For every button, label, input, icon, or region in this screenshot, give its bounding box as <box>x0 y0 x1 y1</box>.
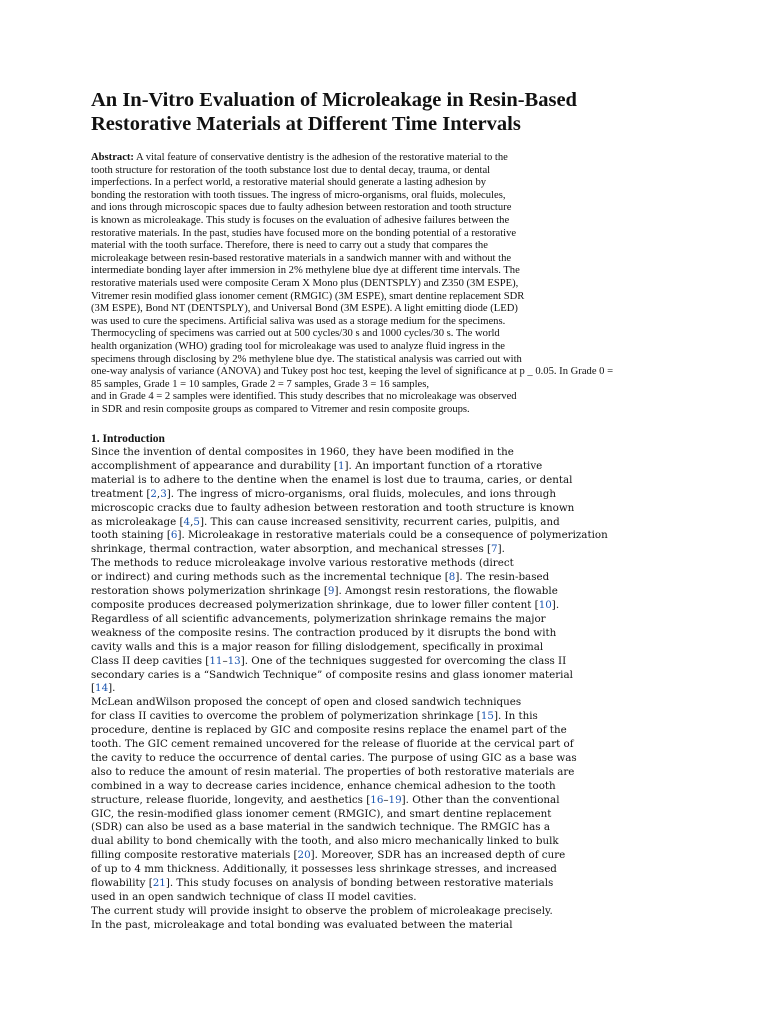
paragraph-line <box>91 696 711 710</box>
text-run: composite produces decreased polymerization shrinkage, due to lower filler content [ <box>91 598 539 611</box>
paragraph-line <box>91 849 711 863</box>
paragraph-line <box>91 585 711 599</box>
abstract-text: specimens through disclosing by 2% methylene blue dye. The statistical analysis was carried out with <box>91 353 522 365</box>
citation-link[interactable]: 14 <box>95 682 109 695</box>
text-run: ]. An important function of a rtorative <box>344 459 543 472</box>
paragraph-line <box>91 738 711 752</box>
abstract-label: Abstract: <box>91 152 134 163</box>
paper-title-line: An In-Vitro Evaluation of Microleakage in Resin-Based <box>91 89 577 111</box>
paragraph-line <box>91 877 711 891</box>
paragraph-line <box>91 669 711 683</box>
citation-link[interactable]: 3 <box>160 487 167 500</box>
abstract-text: material with the tooth surface. Therefore, there is need to carry out a study that compares the <box>91 240 488 252</box>
abstract-line <box>91 228 691 241</box>
paragraph-line <box>91 474 711 488</box>
abstract-text: restorative materials used were composite Ceram X Mono plus (DENTSPLY) and Z350 (3M ESPE), <box>91 277 519 289</box>
text-run: The methods to reduce microleakage involve various restorative methods (direct <box>91 557 514 570</box>
text-run: or indirect) and curing methods such as the incremental technique [ <box>91 571 449 584</box>
abstract-text: (3M ESPE), Bond NT (DENTSPLY), and Universal Bond (3M ESPE). A light emitting diode (LED) <box>91 303 518 315</box>
abstract-line <box>91 366 691 379</box>
section-heading-introduction: 1. Introduction <box>91 433 165 445</box>
paragraph-line <box>91 752 711 766</box>
abstract-text: one-way analysis of variance (ANOVA) and Tukey post hoc test, keeping the level of significance at p _ 0.05. In Grade 0 = <box>91 366 614 378</box>
text-run: tooth staining [ <box>91 529 171 542</box>
text-run: ]. The resin-based <box>455 571 550 584</box>
abstract-line <box>91 278 691 291</box>
abstract-line <box>91 354 691 367</box>
text-run: flowability [ <box>91 877 153 890</box>
text-run: [ <box>91 682 96 695</box>
text-run: Regardless of all scientific advancements, polymerization shrinkage remains the major <box>91 612 546 625</box>
paragraph-line <box>91 682 711 696</box>
text-run: – <box>383 793 389 806</box>
abstract-line <box>91 240 691 253</box>
citation-link[interactable]: 11 <box>209 654 223 667</box>
text-run: structure, release fluoride, longevity, and aesthetics [ <box>91 793 371 806</box>
abstract-text: tooth structure for restoration of the tooth substance lost due to dental decay, trauma, or dental <box>91 164 491 176</box>
text-run: of up to 4 mm thickness. Additionally, it possesses less shrinkage stresses, and increased <box>91 863 557 876</box>
abstract-text: in SDR and resin composite groups as compared to Vitremer and resin composite groups. <box>91 403 470 415</box>
paper-title-line: Restorative Materials at Different Time Intervals <box>91 113 521 135</box>
abstract <box>91 152 691 416</box>
text-run: – <box>222 654 228 667</box>
text-run: shrinkage, thermal contraction, water absorption, and mechanical stresses [ <box>91 543 492 556</box>
abstract-line <box>91 303 691 316</box>
citation-link[interactable]: 2 <box>150 487 157 500</box>
text-run: Since the invention of dental composites in 1960, they have been modified in the <box>91 446 514 458</box>
abstract-line <box>91 316 691 329</box>
text-run: accomplishment of appearance and durability [ <box>91 459 338 472</box>
text-run: material is to adhere to the dentine when the enamel is lost due to trauma, caries, or dental <box>91 473 573 486</box>
paragraph-line <box>91 599 711 613</box>
text-run: ]. <box>551 598 560 611</box>
abstract-text: bonding the restoration with tooth tissues. The ingress of micro-organisms, oral fluids, molecules, <box>91 189 506 201</box>
abstract-line <box>91 253 691 266</box>
text-run: cavity walls and this is a major reason for filling dislodgement, specifically in proximal <box>91 640 544 653</box>
citation-link[interactable]: 16 <box>370 793 384 806</box>
paragraph-line <box>91 821 711 835</box>
paragraph-line <box>91 446 711 460</box>
paragraph-line <box>91 655 711 669</box>
text-run: combined in a way to decrease caries incidence, enhance chemical adhesion to the tooth <box>91 779 556 792</box>
paragraph-line <box>91 529 711 543</box>
abstract-line <box>91 379 691 392</box>
text-run: , <box>156 487 161 500</box>
abstract-text: imperfections. In a perfect world, a restorative material should generate a lasting adhesion by <box>91 177 487 189</box>
abstract-line <box>91 177 691 190</box>
abstract-line <box>91 190 691 203</box>
citation-link[interactable]: 21 <box>152 877 166 890</box>
text-run: weakness of the composite resins. The contraction produced by it disrupts the bond with <box>91 626 557 639</box>
abstract-line <box>91 202 691 215</box>
text-run: The current study will provide insight to observe the problem of microleakage precisely. <box>91 904 553 917</box>
citation-link[interactable]: 5 <box>193 515 200 528</box>
text-run: ]. One of the techniques suggested for overcoming the class II <box>240 654 567 667</box>
citation-link[interactable]: 9 <box>327 585 335 598</box>
citation-link[interactable]: 6 <box>170 529 178 542</box>
abstract-line <box>91 215 691 228</box>
abstract-text: is known as microleakage. This study is focuses on the evaluation of adhesive failures between the <box>91 214 510 226</box>
abstract-text: 85 samples, Grade 1 = 10 samples, Grade 2 = 7 samples, Grade 3 = 16 samples, <box>91 378 430 390</box>
abstract-text: restorative materials. In the past, studies have focused more on the bonding potential of a restorative <box>91 227 517 239</box>
paragraph-line <box>91 557 711 571</box>
text-run: restoration shows polymerization shrinkage [ <box>91 585 328 598</box>
paragraph-line <box>91 488 711 502</box>
abstract-line <box>91 165 691 178</box>
text-run: tooth. The GIC cement remained uncovered for the release of fluoride at the cervical part of <box>91 738 574 751</box>
text-run: ]. The ingress of micro-organisms, oral fluids, molecules, and ions through <box>166 487 557 500</box>
paragraph-line <box>91 613 711 627</box>
paragraph-line <box>91 919 711 933</box>
text-run: procedure, dentine is replaced by GIC and composite resins replace the enamel part of the <box>91 724 567 737</box>
paragraph-line <box>91 516 711 530</box>
text-run: treatment [ <box>91 487 151 500</box>
text-run: ]. This can cause increased sensitivity, recurrent caries, pulpitis, and <box>199 515 560 528</box>
citation-link[interactable]: 1 <box>337 459 345 472</box>
paragraph-line <box>91 543 711 557</box>
abstract-text: and ions through microscopic spaces due to faulty adhesion between restoration and tooth structure <box>91 202 512 214</box>
paragraph-line <box>91 724 711 738</box>
paragraph-line <box>91 835 711 849</box>
paragraph-line <box>91 766 711 780</box>
text-run: used in an open sandwich technique of class II model cavities. <box>91 891 417 903</box>
abstract-text: intermediate bonding layer after immersion in 2% methylene blue dye at different time intervals. The <box>91 265 520 277</box>
citation-link[interactable]: 7 <box>491 543 498 556</box>
text-run: ]. Microleakage in restorative materials could be a consequence of polymerization <box>177 529 608 542</box>
abstract-line <box>91 152 691 165</box>
text-run: ]. This study focuses on analysis of bonding between restorative materials <box>165 877 554 890</box>
abstract-text: microleakage between resin-based restorative materials in a sandwich manner with and without the <box>91 252 512 264</box>
abstract-line <box>91 391 691 404</box>
abstract-text: health organization (WHO) grading tool for microleakage was used to analyze fluid ingress in the <box>91 340 506 352</box>
introduction-body <box>91 446 711 933</box>
text-run: ]. Moreover, SDR has an increased depth of cure <box>310 849 566 862</box>
paragraph-line <box>91 905 711 919</box>
abstract-text: and in Grade 4 = 2 samples were identified. This study describes that no microleakage was observed <box>91 391 517 403</box>
text-run: McLean andWilson proposed the concept of open and closed sandwich techniques <box>91 696 522 709</box>
citation-link[interactable]: 13 <box>227 654 241 667</box>
text-run: dual ability to bond chemically with the tooth, and also micro mechanically linked to bulk <box>91 835 559 848</box>
paragraph-line <box>91 891 711 905</box>
abstract-line <box>91 291 691 304</box>
citation-link[interactable]: 10 <box>538 598 552 611</box>
text-run: GIC, the resin-modified glass ionomer cement (RMGIC), and smart dentine replacement <box>91 807 552 820</box>
text-run: ]. In this <box>493 710 538 723</box>
abstract-text: Thermocycling of specimens was carried out at 500 cycles/30 s and 1000 cycles/30 s. The world <box>91 328 500 340</box>
paragraph-line <box>91 460 711 474</box>
abstract-text: was used to cure the specimens. Artificial saliva was used as a storage medium for the specimens. <box>91 315 506 327</box>
paragraph-line <box>91 780 711 794</box>
citation-link[interactable]: 20 <box>297 849 311 862</box>
paragraph-line <box>91 710 711 724</box>
paragraph-line <box>91 794 711 808</box>
text-run: In the past, microleakage and total bonding was evaluated between the material <box>91 918 513 931</box>
text-run: ]. <box>108 682 116 695</box>
text-run: ]. Other than the conventional <box>401 793 560 806</box>
text-run: the cavity to reduce the occurrence of dental caries. The purpose of using GIC as a base was <box>91 751 577 764</box>
abstract-line <box>91 404 691 417</box>
text-run: as microleakage [ <box>91 515 184 528</box>
text-run: Class II deep cavities [ <box>91 654 210 667</box>
abstract-text: Vitremer resin modified glass ionomer cement (RMGIC) (3M ESPE), smart dentine replacement SDR <box>91 290 525 302</box>
abstract-line <box>91 265 691 278</box>
text-run: microscopic cracks due to faulty adhesion between restoration and tooth structure is known <box>91 501 575 514</box>
abstract-text: A vital feature of conservative dentistry is the adhesion of the restorative material to the <box>133 152 508 163</box>
text-run: also to reduce the amount of resin material. The properties of both restorative materials are <box>91 765 575 778</box>
text-run: for class II cavities to overcome the problem of polymerization shrinkage [ <box>91 710 481 723</box>
text-run: ]. <box>497 543 505 556</box>
text-run: (SDR) can also be used as a base material in the sandwich technique. The RMGIC has a <box>91 821 550 834</box>
abstract-line <box>91 341 691 354</box>
text-run: filling composite restorative materials [ <box>91 849 298 862</box>
text-run: , <box>190 515 194 528</box>
citation-link[interactable]: 15 <box>480 710 494 723</box>
citation-link[interactable]: 4 <box>183 515 191 528</box>
paragraph-line <box>91 571 711 585</box>
paragraph-line <box>91 863 711 877</box>
paper-title <box>91 88 691 136</box>
paragraph-line <box>91 502 711 516</box>
paragraph-line <box>91 641 711 655</box>
citation-link[interactable]: 8 <box>448 571 456 584</box>
text-run: ]. Amongst resin restorations, the flowable <box>334 585 558 598</box>
paragraph-line <box>91 627 711 641</box>
text-run: secondary caries is a “Sandwich Technique” of composite resins and glass ionomer material <box>91 668 573 681</box>
paragraph-line <box>91 808 711 822</box>
citation-link[interactable]: 19 <box>388 793 402 806</box>
abstract-line <box>91 328 691 341</box>
